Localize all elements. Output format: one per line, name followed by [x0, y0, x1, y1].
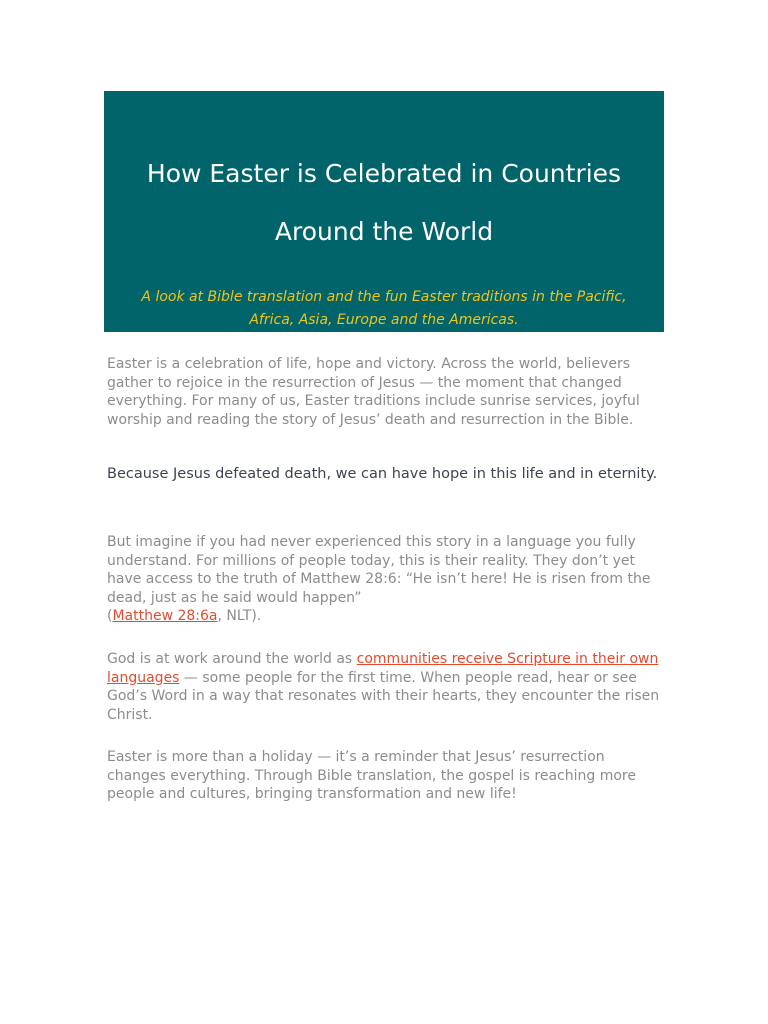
page-title-line-1: How Easter is Celebrated in Countries: [146, 159, 622, 188]
page-title-line-2: Around the World: [274, 217, 494, 246]
page-subtitle-line-1: A look at Bible translation and the fun Easter traditions in the Pacific,: [141, 289, 627, 305]
matthew-link[interactable]: Matthew 28:6a: [112, 608, 218, 625]
page-title: [0, 145, 768, 261]
intro-paragraph: Easter is a celebration of life, hope and victory. Across the world, believers gather to rejoice in the resurrection of Jesus — the moment that changed everything. For many of us, Easter traditions include sunrise services, joyful worship and reading the story of Jesus’ death and resurrection in the Bible.: [107, 356, 640, 428]
imagine-paragraph-text: But imagine if you had never experienced this story in a language you fully understand. For millions of people today, this is their reality. They don’t yet have access to the truth of Matthew 28:6: “He isn’t here! He is risen from the dead, just as he said would happen”: [107, 534, 651, 606]
scripture-languages-link[interactable]: communities receive Scripture in their own languages: [107, 651, 659, 686]
closing-paragraph: Easter is more than a holiday — it’s a reminder that Jesus’ resurrection changes everything. Through Bible translation, the gospel is reaching more people and cultures, bringing transformation and new life!: [107, 749, 636, 803]
page-subtitle-line-2: Africa, Asia, Europe and the Americas.: [249, 312, 519, 328]
hope-paragraph: Because Jesus defeated death, we can have hope in this life and in eternity.: [107, 466, 658, 482]
citation-close: , NLT).: [217, 608, 262, 625]
page-subtitle: [104, 286, 664, 332]
citation-open: (: [107, 608, 113, 625]
god-at-work-text-before: God is at work around the world as: [107, 651, 357, 667]
god-at-work-text-after: — some people for the first time. When people read, hear or see God’s Word in a way that resonates with their hearts, they encounter the risen Christ.: [107, 669, 660, 723]
god-at-work-paragraph: [107, 650, 667, 724]
imagine-paragraph: [107, 533, 667, 626]
